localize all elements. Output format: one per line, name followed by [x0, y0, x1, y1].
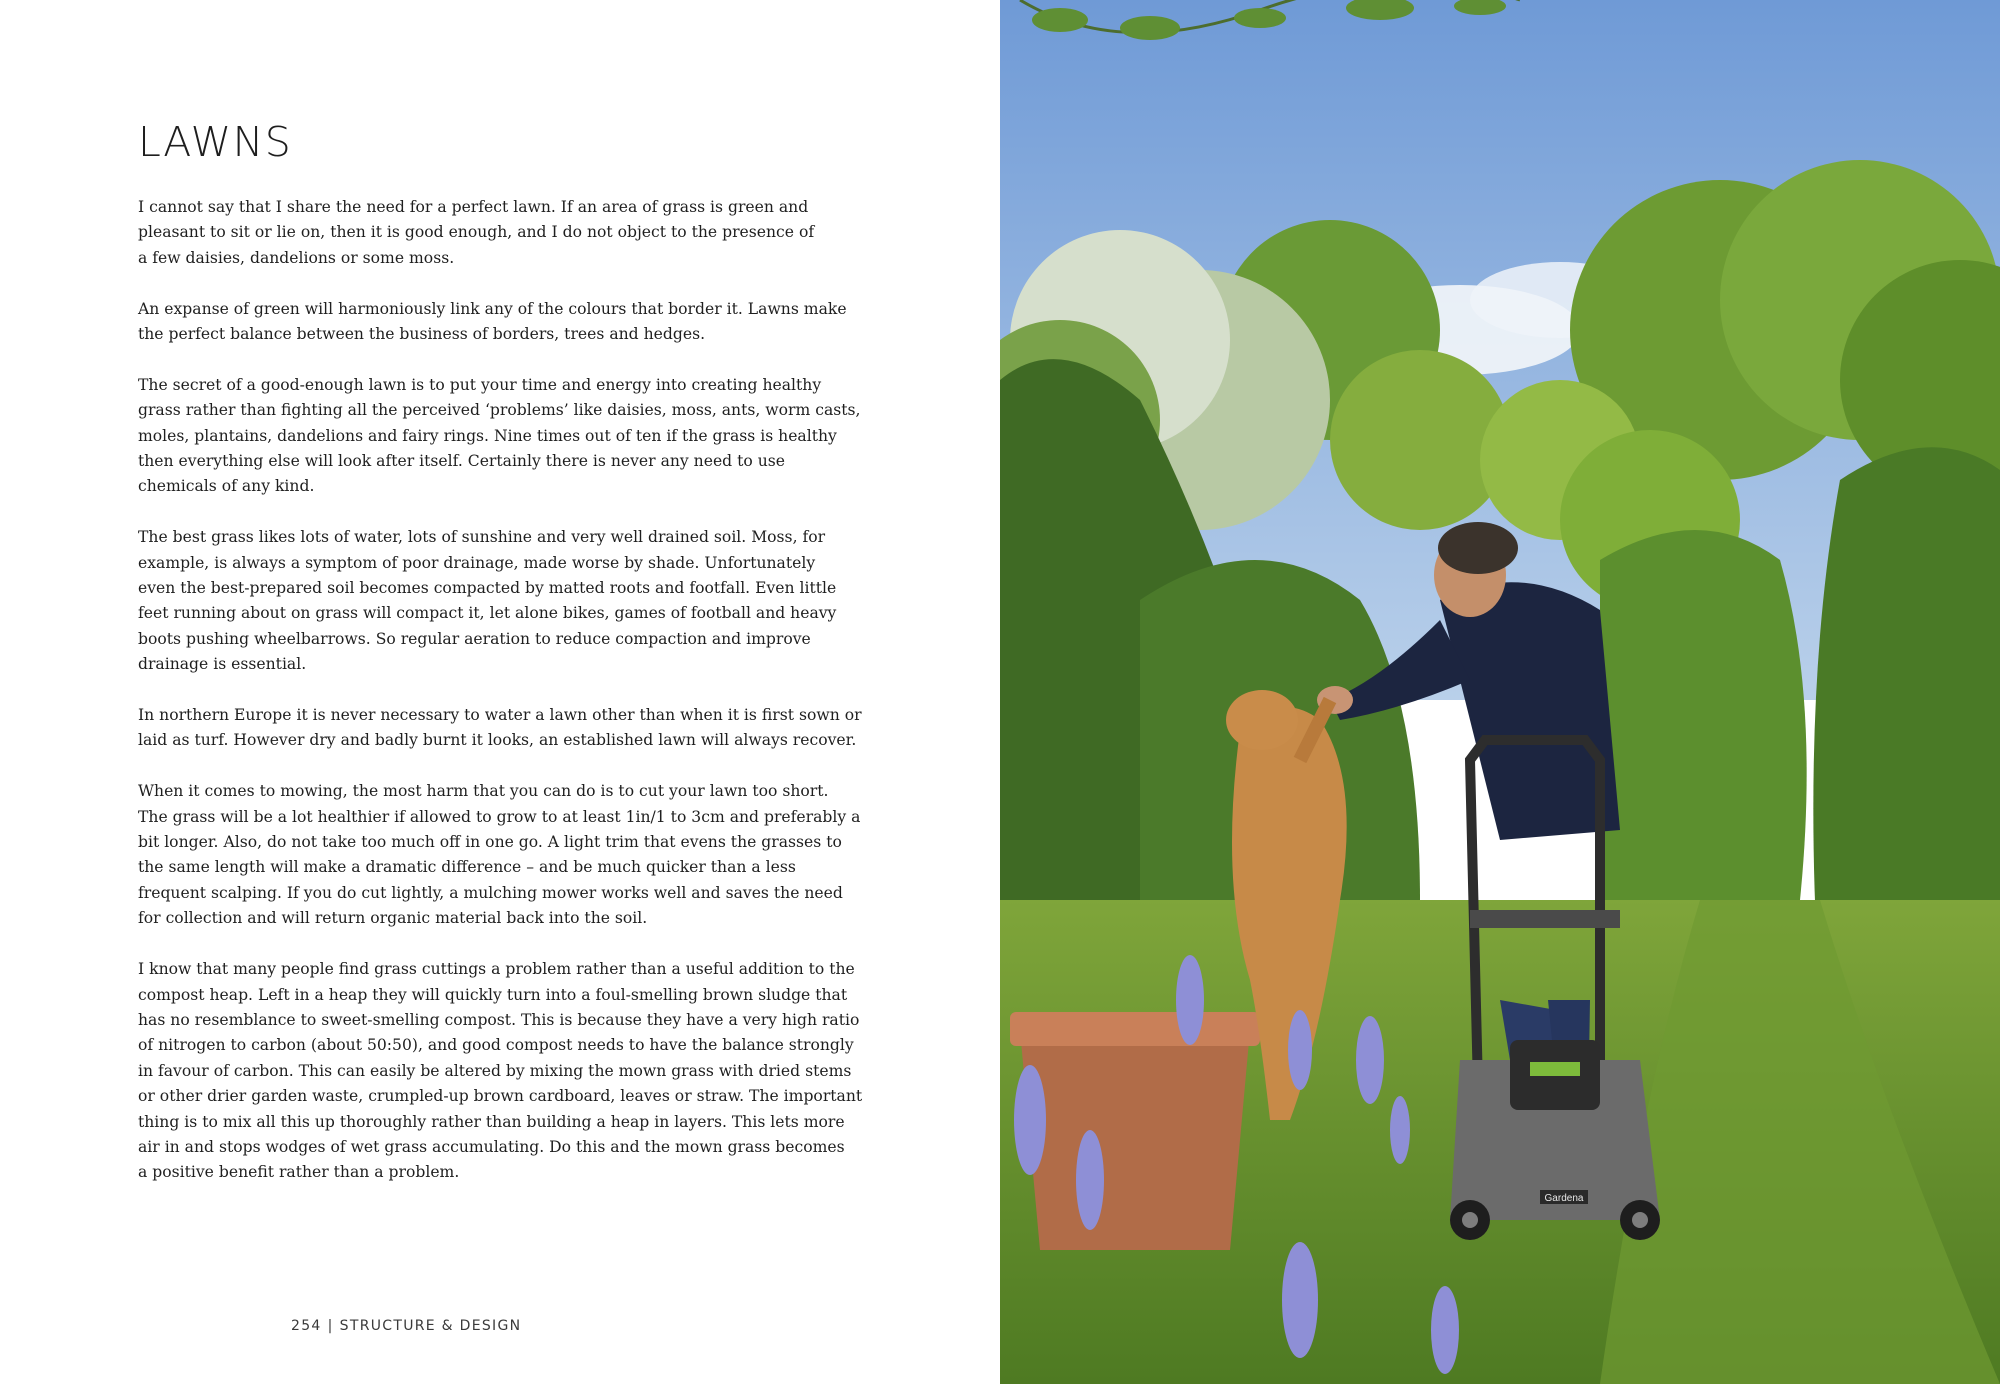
garden-photo [1000, 0, 2000, 1384]
text-line: bit longer. Also, do not take too much off in one go. A light trim that evens the grasses to [138, 833, 842, 852]
footer-separator: | [327, 1318, 334, 1334]
paragraph [138, 195, 815, 271]
text-line: then everything else will look after itself. Certainly there is never any need to use [138, 452, 785, 471]
text-line: The grass will be a lot healthier if allowed to grow to at least 1in/1 to 3cm and preferably a [138, 807, 861, 826]
text-line: The best grass likes lots of water, lots of sunshine and very well drained soil. Moss, for [138, 528, 826, 547]
page-footer [291, 1318, 521, 1334]
text-line: pleasant to sit or lie on, then it is good enough, and I do not object to the presence of [138, 223, 815, 242]
text-line: The secret of a good-enough lawn is to put your time and energy into creating healthy [138, 375, 822, 394]
text-line: When it comes to mowing, the most harm that you can do is to cut your lawn too short. [138, 782, 829, 801]
article-body [138, 195, 863, 1211]
text-line: An expanse of green will harmoniously link any of the colours that border it. Lawns make [138, 299, 847, 318]
paragraph [138, 297, 847, 348]
text-line: In northern Europe it is never necessary to water a lawn other than when it is first sown or [138, 706, 862, 725]
paragraph [138, 779, 861, 931]
text-line: I cannot say that I share the need for a perfect lawn. If an area of grass is green and [138, 198, 809, 216]
section-name: STRUCTURE & DESIGN [339, 1318, 522, 1334]
text-line: drainage is essential. [138, 655, 307, 674]
text-line: laid as turf. However dry and badly burnt it looks, an established lawn will always recover. [138, 731, 857, 750]
terracotta-pot [1010, 1012, 1260, 1250]
text-line: boots pushing wheelbarrows. So regular aeration to reduce compaction and improve [138, 629, 811, 648]
text-line: feet running about on grass will compact it, let alone bikes, games of football and heavy [138, 604, 837, 623]
paragraph [138, 525, 837, 677]
text-line: compost heap. Left in a heap they will quickly turn into a foul-smelling brown sludge that [138, 985, 848, 1004]
text-line: the perfect balance between the business of borders, trees and hedges. [138, 325, 706, 344]
text-line: a few daisies, dandelions or some moss. [138, 248, 455, 267]
text-line: moles, plantains, dandelions and fairy rings. Nine times out of ten if the grass is healthy [138, 426, 837, 445]
text-line: the same length will make a dramatic difference – and be much quicker than a less [138, 858, 796, 877]
mower-brand-label: Gardena [1544, 1193, 1584, 1204]
text-line: in favour of carbon. This can easily be altered by mixing the mown grass with dried stems [138, 1061, 852, 1080]
text-line: chemicals of any kind. [138, 477, 315, 496]
text-line: air in and stops wodges of wet grass accumulating. Do this and the mown grass becomes [138, 1137, 845, 1156]
page-number: 254 [291, 1318, 322, 1334]
text-line: frequent scalping. If you do cut lightly, a mulching mower works well and saves the need [138, 883, 843, 902]
text-line: even the best-prepared soil becomes compacted by matted roots and footfall. Even little [138, 579, 837, 598]
text-line: a positive benefit rather than a problem. [138, 1163, 460, 1182]
page-title: LAWNS [138, 118, 293, 166]
text-line: I know that many people find grass cuttings a problem rather than a useful addition to the [138, 960, 855, 979]
text-line: for collection and will return organic material back into the soil. [138, 909, 648, 928]
paragraph [138, 373, 861, 500]
text-line: has no resemblance to sweet-smelling compost. This is because they have a very high ratio [138, 1010, 860, 1029]
paragraph [138, 703, 862, 754]
text-line: grass rather than fighting all the perceived ‘problems’ like daisies, moss, ants, worm casts, [138, 401, 861, 420]
text-line: or other drier garden waste, crumpled-up brown cardboard, leaves or straw. The important [138, 1087, 863, 1106]
text-line: of nitrogen to carbon (about 50:50), and good compost needs to have the balance strongly [138, 1036, 854, 1055]
paragraph [138, 957, 863, 1186]
text-line: example, is always a symptom of poor drainage, made worse by shade. Unfortunately [138, 553, 816, 572]
text-line: thing is to mix all this up thoroughly rather than building a heap in layers. This lets more [138, 1112, 845, 1131]
